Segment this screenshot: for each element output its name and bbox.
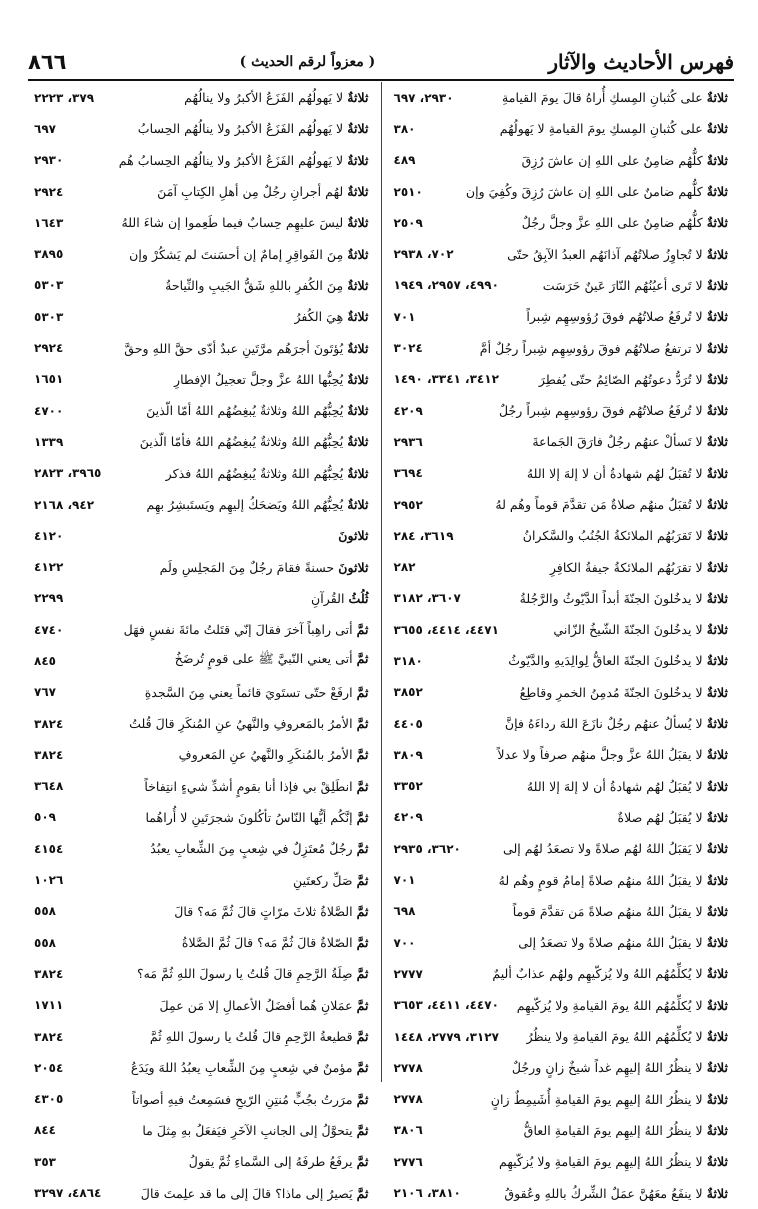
- hadith-incipit: ثلاثةٌ لا يقبَلُ اللهُ منهُم صلاةً مَن تقدَّمَ قوماً: [512, 903, 728, 919]
- hadith-incipit: ثلاثةٌ لا ينفَعُ معَهُنَّ عمَلٌ الشِّركُ باللهِ وعُقوقُ: [504, 1185, 728, 1201]
- index-entry: [28, 583, 381, 614]
- index-entry: [382, 927, 735, 958]
- index-entry: [382, 520, 735, 551]
- right-column: [381, 82, 735, 1201]
- index-entry: [382, 82, 735, 113]
- hadith-number: ٤١٢٢: [34, 560, 64, 575]
- index-entry: [28, 833, 381, 864]
- hadith-number: ٤٤٧١، ٤٤١٤، ٣٦٥٥: [393, 622, 499, 637]
- index-entry: [382, 1052, 735, 1083]
- hadith-number: ٨٤٤: [34, 1123, 56, 1138]
- hadith-number: ٣٨١٠، ٢١٠٦: [393, 1186, 461, 1201]
- hadith-incipit: ثلاثةٌ لا يدخُلونَ الجنّةَ الشّيخُ الزّاني: [553, 622, 728, 638]
- index-entry: [28, 864, 381, 895]
- index-entry: [28, 1052, 381, 1083]
- hadith-number: ٤٧٤٠: [34, 622, 64, 637]
- hadith-incipit: ثلاثةٌ لا تُقبَلُ منهُم صلاةٌ مَن تقدَّمَ قوماً وهُم لهُ: [495, 497, 728, 512]
- index-entry: [28, 896, 381, 927]
- hadith-incipit: ثلاثةٌ لا ينظُرُ اللهُ إليهِم يومَ القيامةِ ولا يُزكّيهِم: [498, 1154, 728, 1170]
- hadith-incipit: ثلاثةٌ لا يُقبَلُ لهُم شهادةُ أن لا إلهَ إلا اللهُ: [526, 778, 728, 794]
- header-rule: [28, 79, 734, 81]
- hadith-number: ٩٤٢، ٢١٦٨: [34, 497, 95, 512]
- index-entry: [28, 958, 381, 989]
- index-entry: [28, 489, 381, 520]
- index-entry: [382, 958, 735, 989]
- hadith-incipit: ثلاثةٌ لا تَرى أعيُنُهُم النّارَ عَينٌ حَرَسَت: [542, 277, 728, 293]
- hadith-number: ٢٥٠٩: [393, 215, 423, 230]
- index-entry: [382, 771, 735, 802]
- hadith-number: ٣٦١٩، ٢٨٤: [393, 528, 454, 543]
- index-entry: [28, 270, 381, 301]
- index-entry: [28, 1021, 381, 1052]
- hadith-number: ٣١٨٠: [393, 653, 423, 668]
- hadith-incipit: ثلاثةٌ لا يَهولُهُم الفَزَعُ الأكبرُ ولا ينالُهُم الحِسابُ: [137, 121, 369, 137]
- index-entry: [382, 614, 735, 645]
- hadith-number: ١٧١١: [34, 998, 64, 1013]
- index-entry: [28, 301, 381, 332]
- hadith-number: ٥٣٠٣: [34, 309, 64, 324]
- index-entry: [382, 332, 735, 363]
- index-entry: [382, 145, 735, 176]
- index-entry: [382, 1115, 735, 1146]
- hadith-number: ٨٤٥: [34, 653, 56, 668]
- left-column: [28, 82, 381, 1201]
- hadith-number: ٣٨٥٢: [393, 685, 423, 700]
- hadith-incipit: ثلاثةٌ لا ترتفعُ صلاتُهُم فوقَ رؤوسِهِم شِبراً رجُلٌ أمَّ: [479, 340, 728, 356]
- index-entry: [382, 583, 735, 614]
- index-entry: [28, 364, 381, 395]
- hadith-number: ٣٨٠: [393, 121, 416, 136]
- hadith-incipit: ثمَّ أتى يعني النّبيَّ ﷺ على قومٍ تُرضَخُ: [174, 651, 369, 667]
- index-entry: [28, 332, 381, 363]
- hadith-incipit: ثلاثةٌ لا يُسألُ عنهُم رجُلٌ نازَعَ اللهَ رداءَهُ فإنَّ: [504, 716, 728, 732]
- hadith-number: ٤١٥٤: [34, 841, 64, 856]
- index-entry: [28, 677, 381, 708]
- hadith-incipit: ثلاثةٌ لا يقبَلُ اللهُ منهُم صلاةً ولا تصعَدُ إلى: [518, 935, 728, 951]
- hadith-incipit: ثلاثةٌ لا تَسألْ عنهُم رجُلٌ فارَقَ الجَماعةَ: [532, 434, 728, 450]
- hadith-incipit: ثلاثةٌ مِنَ الفَواقِرِ إمامٌ إن أحسَنتَ لم يَشكُرْ وإن: [129, 246, 369, 262]
- hadith-incipit: ثلاثةٌ لا يقبَلُ اللهُ منهُم صلاةً إمامُ قومٍ وهُم لهُ: [498, 872, 728, 888]
- hadith-number: ٥٥٨: [34, 935, 56, 950]
- hadith-incipit: ثمَّ صِلَةُ الرَّحِمِ قالَ قُلتُ يا رسولَ اللهِ ثُمَّ مَه؟: [136, 966, 369, 982]
- hadith-number: ٢٠٥٤: [34, 1060, 64, 1075]
- hadith-incipit: ثلاثةٌ يُؤتَونَ أجرَهُم مرَّتَينِ عبدٌ أدّى حقَّ اللهِ وحقَّ: [124, 340, 369, 356]
- index-entry: [382, 176, 735, 207]
- index-entry: [382, 489, 735, 520]
- hadith-number: ٢٧٧٨: [393, 1060, 423, 1075]
- index-entry: [28, 739, 381, 770]
- hadith-number: ٧٠١: [393, 309, 416, 324]
- index-entry: [28, 1146, 381, 1177]
- index-subtitle: ( معزواً لرقم الحديث ): [239, 54, 376, 70]
- index-entry: [28, 708, 381, 739]
- hadith-number: ٣٦٠٧، ٣١٨٢: [393, 591, 461, 606]
- hadith-incipit: ثلاثةٌ لا ينظُرُ اللهُ إليهِم غداً شيخٌ زانٍ ورجُلٌ: [511, 1060, 728, 1076]
- index-entry: [28, 1177, 381, 1208]
- hadith-incipit: ثلاثةٌ هِيَ الكُفرُ: [294, 309, 369, 325]
- hadith-incipit: ثلاثةٌ يُحِبُّهُم اللهُ وثلاثةٌ يُبغِضُهُم اللهُ فذكر: [165, 465, 369, 481]
- hadith-incipit: ثلاثةٌ لا يدخُلونَ الجنّةَ أبداً الدَّيّوثُ والرَّجُلةُ: [519, 590, 728, 606]
- hadith-incipit: ثمَّ الأمرُ بالمُنكَرِ والنَّهيُ عنِ المَعروفِ: [178, 747, 369, 763]
- hadith-incipit: ثمَّ مؤمنٌ في شِعبٍ مِنَ الشِّعابِ يعبُدُ اللهَ ويَدَعُ: [130, 1060, 369, 1076]
- hadith-number: ٤١٢٠: [34, 528, 64, 543]
- index-entry: [382, 864, 735, 895]
- hadith-incipit: ثمَّ أتى راهِباً آخرَ فقالَ إنّي قتَلتُ مائةَ نفسٍ فهَل: [123, 622, 369, 638]
- hadith-incipit: ثلاثةٌ يُحِبُّها اللهُ عزَّ وجلَّ تعجيلُ الإفطارِ: [173, 371, 369, 387]
- hadith-number: ٧٠٠: [393, 935, 416, 950]
- hadith-incipit: ثلاثةٌ يُحِبُّهُم اللهُ وثلاثةٌ يُبغِضُهُم اللهُ أمّا الّذينَ: [146, 403, 369, 419]
- hadith-incipit: ثلاثةٌ لا يقبَلُ اللهُ عزَّ وجلَّ منهُم صرفاً ولا عدلاً: [497, 747, 728, 763]
- hadith-number: ٣٠٢٤: [393, 341, 423, 356]
- hadith-incipit: ثلاثةٌ لا يَهولُهُم الفَزَعُ الأكبرُ ولا ينالُهُم: [184, 90, 369, 106]
- hadith-number: ٢٧٧٧: [393, 966, 423, 981]
- hadith-number: ٥٠٩: [34, 810, 56, 825]
- hadith-incipit: ثلاثةٌ لا تُقبَلُ لهُم شهادةُ أن لا إلهَ إلا اللهُ: [526, 465, 728, 481]
- hadith-incipit: ثلاثةٌ يُحِبُّهُم اللهُ ويَضحَكُ إليهِم ويَستَبشِرُ بهِم: [146, 497, 369, 512]
- index-entry: [28, 1115, 381, 1146]
- hadith-incipit: ثمَّ عمَلانِ هُما أفضَلُ الأعمالِ إلا مَن عمِلَ: [159, 997, 369, 1013]
- hadith-incipit: ثلاثةٌ يُحِبُّهُم اللهُ وثلاثةٌ يُبغِضُهُم اللهُ فأمّا الّذينَ: [139, 434, 369, 450]
- index-entry: [382, 896, 735, 927]
- hadith-incipit: ثلاثةٌ لا يدخُلونَ الجنّةَ مُدمِنُ الخمرِ وقاطِعُ: [519, 684, 728, 700]
- index-entry: [382, 802, 735, 833]
- hadith-number: ٢٩٣٠، ٦٩٧: [393, 90, 454, 105]
- index-entry: [28, 1084, 381, 1115]
- hadith-number: ٤٨٦٤، ٣٢٩٧: [34, 1186, 102, 1201]
- hadith-number: ٣٨٩٥: [34, 247, 64, 262]
- hadith-number: ٣٨٢٤: [34, 716, 64, 731]
- hadith-incipit: ثمَّ الصّلاةُ قالَ ثُمَّ مَه؟ قالَ ثُمَّ الصَّلاةُ: [181, 935, 369, 951]
- hadith-incipit: ثمَّ يَصيرُ إلى ماذا؟ قالَ إلى ما قد علِمتَ قالَ: [140, 1185, 369, 1201]
- hadith-number: ٢٩٥٢: [393, 497, 423, 512]
- hadith-incipit: ثمَّ صَلِّ ركعتَينِ: [293, 872, 369, 888]
- hadith-incipit: ثمَّ رجُلٌ مُعتَزِلٌ في شِعبٍ مِنَ الشِّعابِ يعبُدُ: [150, 841, 369, 857]
- page-number: ٨٦٦: [28, 50, 67, 74]
- hadith-incipit: ثلاثةٌ لا يدخُلونَ الجنّةَ العاقُّ لِوالِدَيهِ والدَّيّوثُ: [508, 653, 728, 669]
- index-entry: [382, 551, 735, 582]
- hadith-number: ٦٩٧: [34, 121, 56, 136]
- index-entry: [28, 395, 381, 426]
- hadith-incipit: ثمَّ قطيعةُ الرَّحِمِ قالَ قُلتُ يا رسولَ اللهِ ثُمَّ: [149, 1029, 369, 1045]
- hadith-incipit: ثلاثةٌ لا يُكلِّمُهُم اللهُ ولا يُزكّيهِم ولهُم عذابٌ أليمٌ: [492, 966, 728, 982]
- hadith-number: ٣٨٢٤: [34, 966, 64, 981]
- hadith-incipit: ثلاثةٌ على كُثبانِ المِسكِ يومَ القيامةِ لا يَهولُهُم: [499, 121, 728, 137]
- hadith-incipit: ثمَّ يرفَعُ طرفَهُ إلى السَّماءِ ثُمَّ يقولُ: [188, 1154, 369, 1170]
- hadith-incipit: ثلاثةٌ كلُّهم ضامنٌ على اللهِ إن عاشَ رُزِقَ وكُفِيَ وإن: [465, 184, 728, 200]
- hadith-incipit: ثمَّ الصَّلاةُ ثلاثَ مرّاتٍ قالَ ثُمَّ مَه؟ قالَ: [174, 903, 369, 919]
- index-columns: [28, 82, 734, 1201]
- hadith-incipit: ثمَّ الأمرُ بالمَعروفِ والنَّهيُ عنِ المُنكَرِ قالَ قُلتُ: [129, 716, 369, 732]
- hadith-incipit: ثمَّ ارفَعْ حتّى تستَويَ قائماً يعني مِنَ السَّجدةِ: [144, 684, 369, 700]
- index-entry: [382, 739, 735, 770]
- hadith-number: ٤٤٧٠، ٤٤١١، ٣٦٥٣: [393, 998, 499, 1013]
- hadith-number: ٢٨٢: [393, 560, 416, 575]
- hadith-number: ٤٢٠٩: [393, 403, 423, 418]
- index-title: فهرس الأحاديث والآثار: [548, 50, 734, 74]
- index-entry: [28, 145, 381, 176]
- index-entry: [382, 458, 735, 489]
- index-entry: [28, 927, 381, 958]
- hadith-number: ١٠٢٦: [34, 873, 64, 888]
- hadith-number: ٤٢٠٩: [393, 810, 423, 825]
- index-entry: [382, 270, 735, 301]
- hadith-incipit: ثلاثةٌ لا ينظُرُ اللهُ إليهِم يومَ القيامةِ أُشَيمِطٌ زانٍ: [490, 1091, 728, 1107]
- index-entry: [382, 364, 735, 395]
- hadith-incipit: ثلاثةٌ لا يُكلِّمُهُم اللهُ يومَ القيامةِ ولا ينظُرُ: [526, 1029, 728, 1045]
- hadith-incipit: ثلاثةٌ لا ينظُرُ اللهُ إليهِم يومَ القيامةِ العاقُّ: [523, 1122, 728, 1138]
- index-entry: [28, 990, 381, 1021]
- index-entry: [28, 82, 381, 113]
- hadith-number: ٤٣٠٥: [34, 1092, 64, 1107]
- index-entry: [382, 990, 735, 1021]
- hadith-number: ١٦٥١: [34, 372, 64, 387]
- index-entry: [28, 113, 381, 144]
- index-entry: [382, 426, 735, 457]
- hadith-incipit: ثمَّ يتحوَّلُ إلى الجانبِ الآخَرِ فيَفعَلُ بهِ مِثلَ ما: [142, 1122, 369, 1138]
- hadith-incipit: ثمَّ انطَلِقْ بي فإذا أنا بقومٍ أشدِّ شيءٍ انتِفاخاً: [144, 778, 369, 794]
- hadith-number: ٥٥٨: [34, 904, 56, 919]
- index-entry: [382, 1084, 735, 1115]
- index-entry: [28, 207, 381, 238]
- hadith-number: ٢٧٧٦: [393, 1154, 423, 1169]
- hadith-number: ٣٣٥٢: [393, 779, 423, 794]
- index-entry: [28, 614, 381, 645]
- hadith-incipit: ثمَّ مرَرتُ بجُبٍّ مُنتِنِ الرّيحِ فسَمِعتُ فيهِ أصواتاً: [132, 1091, 369, 1107]
- hadith-incipit: ثمَّ إنَّكُم أيُّها النّاسُ تأكُلونَ شجرَتَينِ لا أُراهُما: [145, 809, 369, 825]
- hadith-number: ٢٥١٠: [393, 184, 423, 199]
- hadith-incipit: ثُلُثُ القُرآنِ: [311, 590, 369, 606]
- page-header: [28, 46, 734, 78]
- hadith-number: ٣١٢٧، ٢٧٧٩، ١٤٤٨: [393, 1029, 499, 1044]
- hadith-number: ٢٧٧٨: [393, 1092, 423, 1107]
- hadith-incipit: ثلاثةٌ لا تقرَبُهُم الملائكةُ جيفةُ الكافِرِ: [549, 559, 728, 575]
- hadith-number: ٣٧٩، ٢٢٢٣: [34, 90, 95, 105]
- hadith-number: ٢٢٩٩: [34, 591, 64, 606]
- index-entry: [382, 708, 735, 739]
- index-entry: [28, 458, 381, 489]
- hadith-number: ٢٩٢٤: [34, 184, 64, 199]
- index-entry: [382, 395, 735, 426]
- hadith-incipit: ثلاثةٌ لا يَهولُهُم الفَزَعُ الأكبرُ ولا ينالُهُم الحِسابُ هُم: [118, 152, 369, 168]
- hadith-number: ٤٧٠٠: [34, 403, 64, 418]
- index-entry: [382, 677, 735, 708]
- hadith-number: ٤٨٩: [393, 153, 416, 168]
- hadith-number: ٦٩٨: [393, 904, 416, 919]
- hadith-number: ١٦٤٣: [34, 215, 64, 230]
- hadith-number: ٣٦٤٨: [34, 779, 64, 794]
- index-entry: [28, 802, 381, 833]
- hadith-number: ٢٩٣٦: [393, 434, 423, 449]
- hadith-number: ٣٨٠٩: [393, 747, 423, 762]
- hadith-incipit: ثلاثةٌ لا تُرفَعُ صلاتُهُم فوقَ رؤوسِهِم شِبراً رجُلٌ: [498, 403, 728, 419]
- index-entry: [28, 551, 381, 582]
- index-entry: [382, 1177, 735, 1208]
- index-entry: [28, 771, 381, 802]
- hadith-incipit: ثلاثةٌ ليسَ عليهِم حِسابٌ فيما طَعِموا إن شاءَ اللهُ: [121, 215, 369, 231]
- index-entry: [28, 176, 381, 207]
- hadith-number: ٤٩٩٠، ٢٩٥٧، ١٩٤٩: [393, 278, 499, 293]
- hadith-incipit: ثلاثةٌ لهُم أجرانِ رجُلٌ مِن أهلِ الكِتابِ آمَنَ: [157, 184, 369, 200]
- index-entry: [382, 833, 735, 864]
- index-entry: [382, 207, 735, 238]
- index-entry: [28, 426, 381, 457]
- index-entry: [382, 1146, 735, 1177]
- hadith-incipit: ثلاثةٌ لا يُقبَلُ لهُم صلاةٌ: [617, 809, 728, 825]
- hadith-incipit: ثلاثةٌ لا يُكلِّمُهُم اللهُ يومَ القيامةِ ولا يُزكّيهِم: [516, 997, 728, 1013]
- index-entry: [382, 113, 735, 144]
- hadith-number: ٢٩٢٤: [34, 341, 64, 356]
- hadith-number: ٣٩٦٥، ٢٨٢٣: [34, 466, 102, 481]
- hadith-number: ١٣٣٩: [34, 434, 64, 449]
- hadith-incipit: ثلاثةٌ لا تُرفَعُ صلاتُهُم فوقَ رُؤوسِهِم شِبراً: [526, 309, 728, 325]
- hadith-number: ٣٤١٢، ٣٣٤١، ١٤٩٠: [393, 372, 499, 387]
- hadith-incipit: ثلاثةٌ كلُّهُم ضامِنٌ على اللهِ عزَّ وجلَّ رجُلٌ: [521, 215, 728, 231]
- index-entry: [382, 645, 735, 676]
- hadith-incipit: ثلاثةٌ كلُّهُم ضامِنٌ على اللهِ إن عاشَ رُزِقَ: [521, 152, 728, 168]
- hadith-number: ٢٩٣٠: [34, 153, 64, 168]
- hadith-incipit: ثلاثونَ حسنةً فقامَ رجُلٌ مِنَ المَجلِسِ ولَم: [159, 559, 369, 575]
- hadith-number: ٣٨٢٤: [34, 747, 64, 762]
- hadith-number: ٣٦٢٠، ٢٩٣٥: [393, 841, 461, 856]
- hadith-incipit: ثلاثةٌ لا يَقبَلُ اللهُ لهُم صلاةً ولا تصعَدُ لهُم إلى: [502, 841, 728, 857]
- index-entry: [382, 238, 735, 269]
- index-entry: [28, 645, 381, 676]
- index-entry: [382, 301, 735, 332]
- hadith-incipit: ثلاثونَ: [338, 528, 369, 544]
- hadith-number: ٣٨٠٦: [393, 1123, 423, 1138]
- hadith-incipit: ثلاثةٌ مِنَ الكُفرِ باللهِ شَقُّ الجَيبِ والنِّياحةُ: [165, 277, 369, 293]
- hadith-number: ٧٦٧: [34, 685, 56, 700]
- hadith-incipit: ثلاثةٌ على كُثبانِ المِسكِ أُراهُ قالَ يومَ القيامةِ: [502, 90, 728, 106]
- hadith-number: ٥٣٠٣: [34, 278, 64, 293]
- hadith-number: ٧٠١: [393, 873, 416, 888]
- index-entry: [28, 238, 381, 269]
- hadith-number: ٤٤٠٥: [393, 716, 423, 731]
- hadith-incipit: ثلاثةٌ لا تُجاوِزُ صلاتُهُم آذانَهُم العبدُ الآبِقُ حتّى: [507, 246, 728, 262]
- hadith-number: ٣٦٩٤: [393, 466, 423, 481]
- hadith-incipit: ثلاثةٌ لا تَقرَبُهُم الملائكةُ الجُنُبُ والسَّكرانُ: [522, 528, 728, 544]
- hadith-incipit: ثلاثةٌ لا تُرَدُّ دعوتُهُم الصّائِمُ حتّى يُفطِرَ: [538, 371, 728, 387]
- index-entry: [382, 1021, 735, 1052]
- hadith-number: ٧٠٢، ٢٩٣٨: [393, 247, 454, 262]
- index-entry: [28, 520, 381, 551]
- hadith-number: ٣٨٢٤: [34, 1029, 64, 1044]
- hadith-number: ٣٥٣: [34, 1154, 56, 1169]
